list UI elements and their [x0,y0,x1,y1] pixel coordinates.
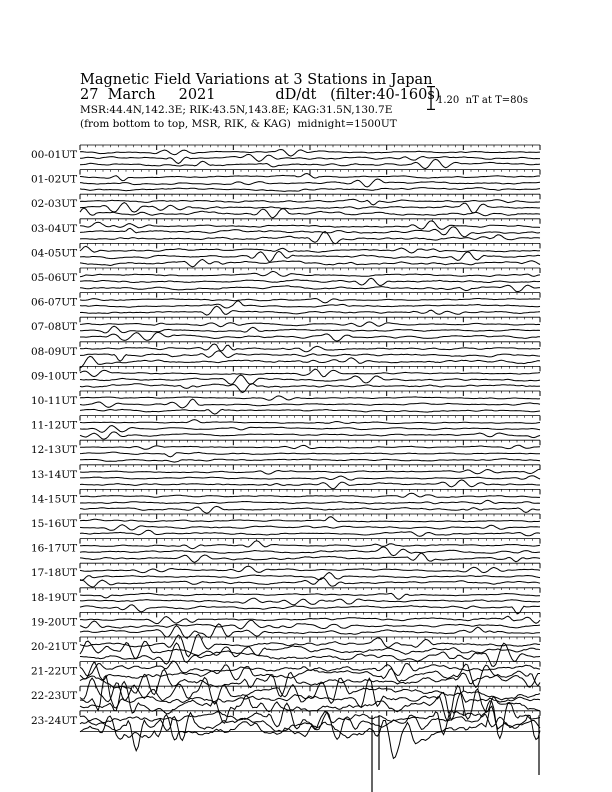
trace-rik-19 [80,620,540,629]
hour-label-16: 16-17UT [31,542,78,555]
station-coordinates: MSR:44.4N,142.3E; RIK:43.5N,143.8E; KAG:31.5N,130.7E [80,104,393,116]
trace-rik-11 [80,426,540,433]
trace-rik-20 [80,641,540,659]
trace-rik-6 [80,301,540,308]
trace-rik-3 [80,227,540,237]
trace-kag-18 [80,593,540,599]
trace-rik-10 [80,399,540,408]
trace-rik-17 [80,573,540,581]
date-and-filter: 27 March 2021 dD/dt (filter:40-160s) [80,87,441,103]
hour-label-4: 04-05UT [31,247,78,260]
trace-msr-14 [80,506,540,513]
hour-label-10: 10-11UT [31,395,78,407]
trace-order-note: (from bottom to top, MSR, RIK, & KAG) midnight=1500UT [80,118,397,130]
trace-kag-12 [80,445,540,449]
trace-rik-9 [80,375,540,385]
hour-label-21: 21-22UT [31,665,78,678]
trace-rik-12 [80,452,540,457]
trace-kag-10 [80,396,540,400]
trace-msr-16 [80,553,540,562]
trace-msr-7 [80,332,540,341]
trace-kag-2 [80,199,540,205]
hour-label-11: 11-12UT [31,419,78,432]
trace-kag-7 [80,322,540,327]
trace-kag-23 [80,701,540,739]
trace-rik-16 [80,547,540,556]
trace-rik-14 [80,500,540,504]
hour-label-1: 01-02UT [31,173,78,186]
trace-msr-10 [80,409,540,414]
hour-label-3: 03-04UT [31,222,78,235]
hour-label-14: 14-15UT [31,493,78,506]
trace-kag-1 [80,174,540,181]
trace-msr-17 [80,578,540,587]
hour-label-17: 17-18UT [31,567,78,580]
hour-label-2: 02-03UT [31,198,78,211]
hour-label-20: 20-21UT [31,641,78,653]
hour-label-22: 22-23UT [31,690,78,703]
trace-rik-4 [80,251,540,261]
trace-msr-0 [80,159,540,168]
trace-rik-5 [80,278,540,285]
hour-label-7: 07-08UT [31,321,78,334]
hour-label-23: 23-24UT [31,714,78,727]
trace-msr-6 [80,306,540,315]
hour-label-18: 18-19UT [31,591,78,604]
trace-kag-0 [80,150,540,157]
hour-label-19: 19-20UT [31,616,78,629]
trace-msr-4 [80,259,540,266]
trace-msr-13 [80,480,540,489]
trace-rik-1 [80,179,540,187]
scale-label: 1.20 nT at T=80s [437,95,528,106]
trace-msr-1 [80,188,540,192]
hour-label-9: 09-10UT [31,370,78,383]
trace-rik-8 [80,351,540,361]
trace-rik-0 [80,154,540,163]
hour-label-15: 15-16UT [31,518,78,530]
trace-msr-2 [80,208,540,218]
hour-label-12: 12-13UT [31,444,78,457]
trace-rik-18 [80,598,540,605]
trace-rik-2 [80,203,540,213]
trace-kag-6 [80,299,540,303]
hour-label-8: 08-09UT [31,345,78,358]
trace-rik-15 [80,525,540,531]
hour-label-6: 06-07UT [31,296,78,309]
hour-label-5: 05-06UT [31,272,78,284]
hour-label-13: 13-14UT [31,468,78,481]
trace-msr-12 [80,459,540,462]
trace-rik-7 [80,326,540,333]
hour-label-0: 00-01UT [31,149,78,161]
trace-rik-13 [80,476,540,480]
trace-msr-5 [80,285,540,291]
trace-kag-13 [80,469,540,474]
trace-msr-11 [80,432,540,439]
trace-msr-15 [80,530,540,536]
chart-title: Magnetic Field Variations at 3 Stations in Japan [80,72,433,88]
